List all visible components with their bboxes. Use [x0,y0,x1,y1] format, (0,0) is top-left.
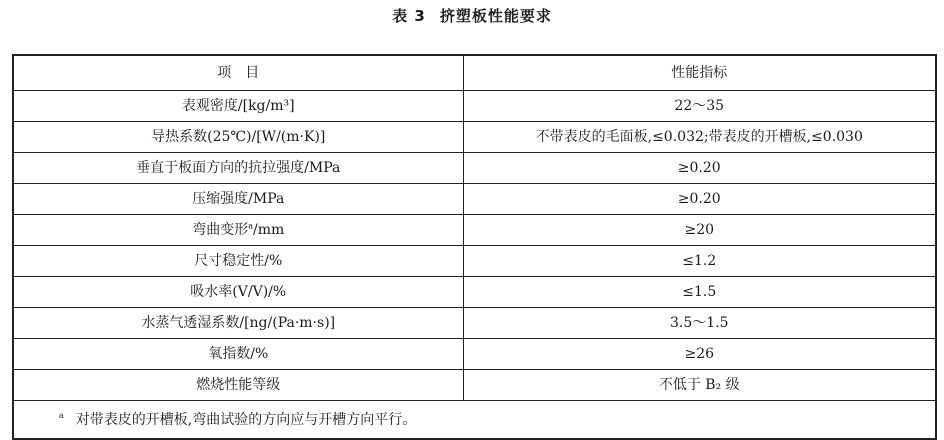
row-item-dimensional-stability: 尺寸稳定性/% [13,246,463,277]
table-row [13,370,936,401]
row-item-compressive-strength: 压缩强度/MPa [13,184,463,215]
row-spec-tensile-strength: ≥0.20 [463,153,936,184]
footnote-row [13,401,936,440]
row-item-fire-rating: 燃烧性能等级 [13,370,463,401]
footnote-text: 对带表皮的开槽板,弯曲试验的方向应与开槽方向平行。 [75,411,417,428]
row-item-bending-deformation [13,215,463,246]
table-row [13,277,936,308]
row-item-oxygen-index: 氧指数/% [13,339,463,370]
table-title [0,4,944,28]
bending-unit: /mm [253,222,285,238]
row-item-tensile-strength: 垂直于板面方向的抗拉强度/MPa [13,153,463,184]
table-row [13,153,936,184]
row-item-density: 表观密度/[kg/m³] [13,91,463,122]
table-title-text: 挤塑板性能要求 [439,7,552,25]
row-item-thermal-conductivity: 导热系数(25℃)/[W/(m·K)] [13,122,463,153]
row-spec-fire-rating: 不低于 B₂ 级 [463,370,936,401]
table-row [13,91,936,122]
row-item-water-absorption: 吸水率(V/V)/% [13,277,463,308]
row-spec-oxygen-index: ≥26 [463,339,936,370]
table-row [13,339,936,370]
header-spec: 性能指标 [463,55,936,91]
row-spec-water-absorption: ≤1.5 [463,277,936,308]
header-item: 项 目 [13,55,463,91]
row-spec-density: 22～35 [463,91,936,122]
footnote-marker: a [59,410,64,420]
row-spec-vapor-permeability: 3.5～1.5 [463,308,936,339]
row-spec-dimensional-stability: ≤1.2 [463,246,936,277]
table-header-row [13,55,936,91]
table-row [13,215,936,246]
table-number: 表 3 [392,7,426,25]
performance-requirements-table [12,54,937,440]
row-spec-compressive-strength: ≥0.20 [463,184,936,215]
footnote-marker-ref: a [248,221,253,231]
table-row [13,246,936,277]
table-row [13,184,936,215]
table-row [13,122,936,153]
table-row [13,308,936,339]
table-footnote [13,401,936,440]
bending-label: 弯曲变形 [192,222,249,238]
row-spec-thermal-conductivity: 不带表皮的毛面板,≤0.032;带表皮的开槽板,≤0.030 [463,122,936,153]
row-item-vapor-permeability: 水蒸气透湿系数/[ng/(Pa·m·s)] [13,308,463,339]
row-spec-bending-deformation: ≥20 [463,215,936,246]
